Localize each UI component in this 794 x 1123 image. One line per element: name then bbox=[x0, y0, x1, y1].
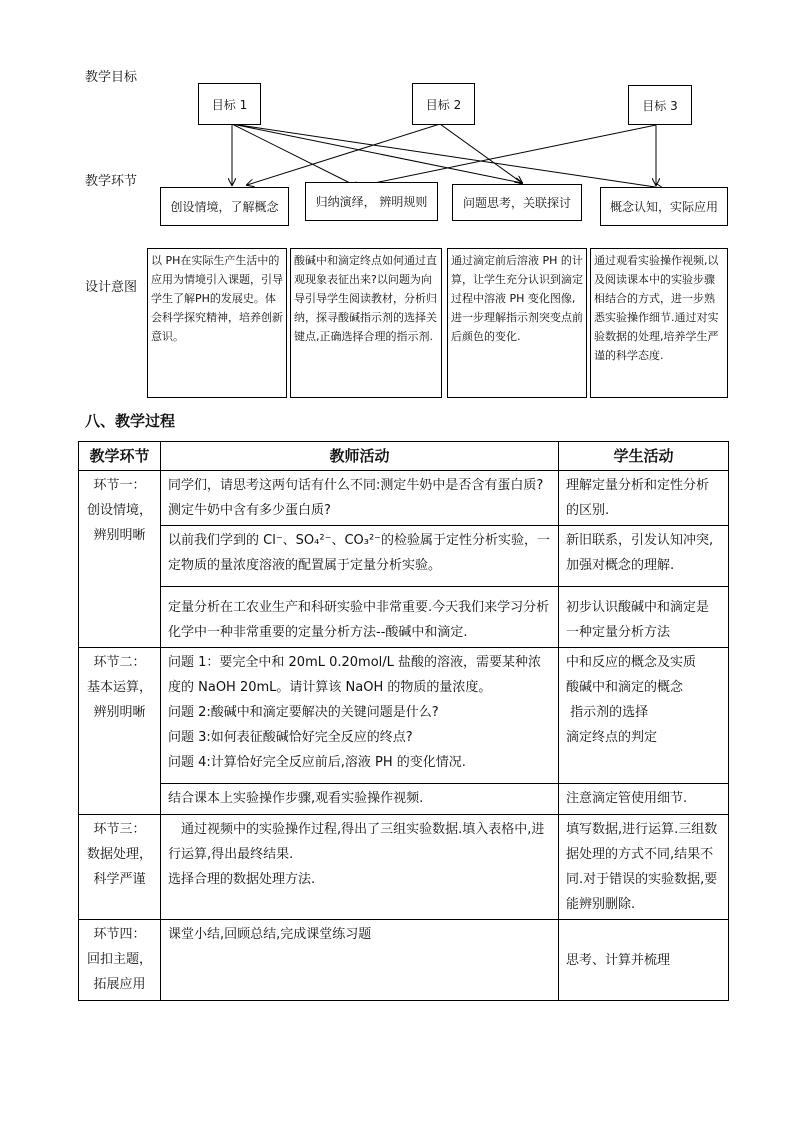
student-line: 酸碱中和滴定的概念 bbox=[566, 680, 684, 695]
table-row bbox=[79, 784, 729, 815]
student-activity: 填写数据,进行运算.三组数据处理的方式不同,结果不同.对于错误的实验数据,要能辨别删除. bbox=[559, 815, 729, 920]
teacher-activity: 同学们，请思考这两句话有什么不同:测定牛奶中是否含有蛋白质? 测定牛奶中含有多少蛋白质? bbox=[161, 471, 559, 526]
step-box-3: 问题思考，关联探讨 bbox=[452, 184, 582, 221]
stage-line: 创设情境， bbox=[86, 503, 152, 518]
intent-box-2: 酸碱中和滴定终点如何通过直观现象表征出来?以问题为向导引导学生阅读教材，分析归纳，探寻酸碱指示剂的选择关键点,正确选择合理的指示剂. bbox=[290, 248, 442, 398]
teacher-activity: 结合课本上实验操作步骤,观看实验操作视频. bbox=[161, 784, 559, 815]
table-row bbox=[79, 920, 729, 1001]
student-activity: 新旧联系，引发认知冲突,加强对概念的理解. bbox=[559, 526, 729, 587]
arrow-g1-s3 bbox=[232, 124, 522, 183]
teacher-activity: 定量分析在工农业生产和科研实验中非常重要.今天我们来学习分析化学中一种非常重要的定量分析方法--酸碱中和滴定. bbox=[161, 587, 559, 648]
table-row bbox=[79, 526, 729, 587]
label-teaching-steps: 教学环节 bbox=[85, 174, 138, 189]
label-design-intent: 设计意图 bbox=[85, 280, 138, 295]
student-activity: 思考、计算并梳理 bbox=[559, 920, 729, 1001]
stage-line: 辨别明晰 bbox=[93, 528, 146, 543]
student-line: 中和反应的概念及实质 bbox=[566, 655, 697, 670]
table-row bbox=[79, 648, 729, 784]
stage-line: 数据处理， bbox=[86, 847, 152, 862]
goal-box-3: 目标 3 bbox=[628, 85, 692, 125]
teaching-process-table bbox=[78, 441, 729, 1001]
teacher-line: 问题 2:酸碱中和滴定要解决的关键问题是什么? bbox=[168, 705, 439, 720]
stage-line: 辨别明晰 bbox=[93, 705, 146, 720]
intent-box-1: 以 PH在实际生产生活中的应用为情境引入课题，引导学生了解PH的发展史。体会科学探究精神，培养创新意识。 bbox=[147, 248, 287, 398]
intent-box-3: 通过滴定前后溶液 PH 的计算，让学生充分认识到滴定过程中溶液 PH 变化图像,进一步理解指示剂突变点前后颜色的变化. bbox=[447, 248, 587, 398]
stage-line: 环节一： bbox=[93, 478, 146, 493]
teacher-line: 问题 4:计算恰好完全反应前后,溶液 PH 的变化情况. bbox=[168, 755, 466, 770]
student-line: 滴定终点的判定 bbox=[566, 730, 658, 745]
table-row bbox=[79, 471, 729, 526]
student-line: 指示剂的选择 bbox=[566, 705, 649, 720]
section-title: 八、教学过程 bbox=[85, 412, 176, 430]
student-activity: 初步认识酸碱中和滴定是一种定量分析方法 bbox=[559, 587, 729, 648]
stage-line: 环节四： bbox=[93, 927, 146, 942]
student-activity bbox=[559, 648, 729, 784]
teacher-line: 通过视频中的实验操作过程,得出了三组实验数据.填入表格中,进行运算,得出最终结果. bbox=[168, 822, 545, 862]
stage-line: 环节二： bbox=[93, 655, 146, 670]
teacher-activity: 课堂小结,回顾总结,完成课堂练习题 bbox=[161, 920, 559, 1001]
stage-line: 基本运算， bbox=[86, 680, 152, 695]
header-teacher: 教师活动 bbox=[161, 442, 559, 471]
teacher-activity bbox=[161, 648, 559, 784]
goal-box-2: 目标 2 bbox=[412, 83, 475, 125]
label-teaching-goals: 教学目标 bbox=[85, 70, 138, 85]
table-row bbox=[79, 587, 729, 648]
stage-4-cell bbox=[79, 920, 161, 1001]
arrow-g3-s2 bbox=[350, 125, 656, 188]
student-activity: 理解定量分析和定性分析的区别. bbox=[559, 471, 729, 526]
teacher-line: 问题 3:如何表征酸碱恰好完全反应的终点? bbox=[168, 730, 413, 745]
table-row bbox=[79, 815, 729, 920]
header-stage: 教学环节 bbox=[79, 442, 161, 471]
table-header-row bbox=[79, 442, 729, 471]
goal-box-1: 目标 1 bbox=[198, 83, 261, 125]
stage-line: 科学严谨 bbox=[93, 872, 146, 887]
stage-line: 回扣主题， bbox=[86, 952, 152, 967]
stage-2-cell bbox=[79, 648, 161, 815]
teacher-activity bbox=[161, 815, 559, 920]
intent-box-4: 通过观看实验操作视频,以及阅读课本中的实验步骤相结合的方式，进一步熟悉实验操作细节.通过对实验数据的处理,培养学生严谨的科学态度. bbox=[590, 248, 728, 398]
stage-line: 拓展应用 bbox=[93, 977, 146, 992]
step-box-4: 概念认知，实际应用 bbox=[600, 187, 728, 226]
teacher-line: 问题 1：要完全中和 20mL 0.20mol/L 盐酸的溶液，需要某种浓度的 NaOH 20mL。请计算该 NaOH 的物质的量浓度。 bbox=[168, 655, 542, 695]
step-box-2: 归纳演绎， 辨明规则 bbox=[305, 182, 438, 221]
teacher-activity: 以前我们学到的 Cl⁻、SO₄²⁻、CO₃²⁻的检验属于定性分析实验，一定物质的量浓度溶液的配置属于定量分析实验。 bbox=[161, 526, 559, 587]
stage-3-cell bbox=[79, 815, 161, 920]
stage-1-cell bbox=[79, 471, 161, 648]
stage-line: 环节三： bbox=[93, 822, 146, 837]
teacher-line: 选择合理的数据处理方法. bbox=[168, 872, 316, 887]
header-student: 学生活动 bbox=[559, 442, 729, 471]
step-box-1: 创设情境，了解概念 bbox=[160, 187, 289, 226]
student-activity: 注意滴定管使用细节. bbox=[559, 784, 729, 815]
